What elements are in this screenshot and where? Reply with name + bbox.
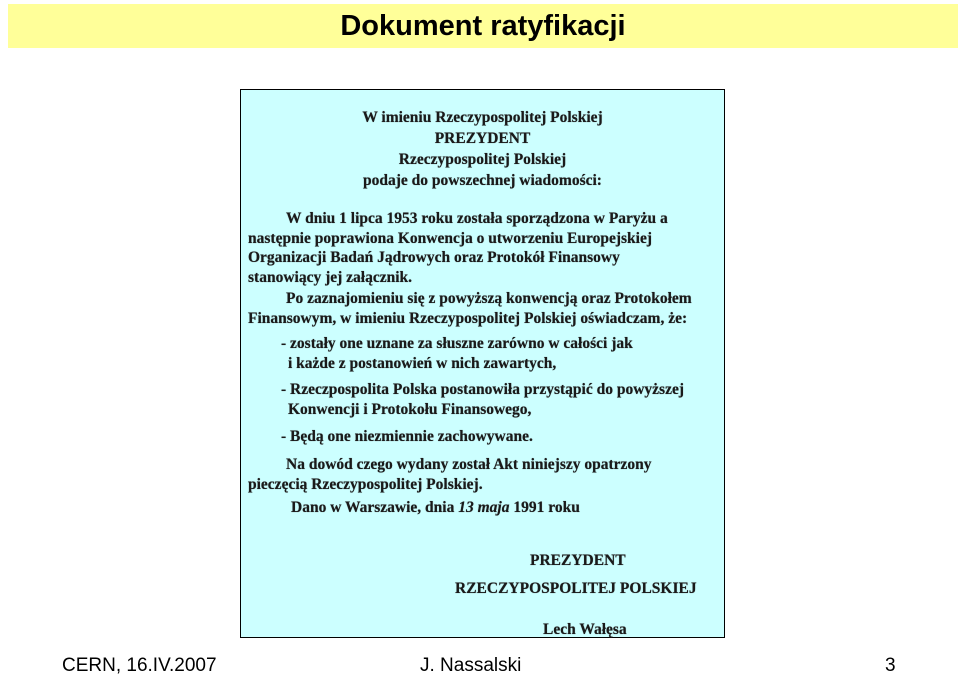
- header-line: Rzeczypospolitej Polskiej: [398, 151, 567, 168]
- paragraph-declaration: [248, 289, 718, 328]
- paragraph-line: stanowiący jej załącznik.: [248, 268, 413, 286]
- paragraph-line: Organizacji Badań Jądrowych oraz Protokół Finansowy: [248, 249, 620, 266]
- paragraph-convention: [248, 209, 718, 287]
- paragraph-line: pieczęcią Rzeczypospolitej Polskiej.: [248, 475, 483, 493]
- item-line: - Będą one niezmiennie zachowywane.: [281, 428, 533, 445]
- paragraph-line: W dniu 1 lipca 1953 roku została sporządzona w Paryżu a: [286, 210, 668, 227]
- paragraph-line: następnie poprawiona Konwencja o utworzeniu Europejskiej: [248, 229, 653, 247]
- declaration-item: [281, 427, 721, 447]
- title-bar: [8, 4, 958, 48]
- item-line: i każde z postanowień w nich zawartych,: [288, 355, 557, 372]
- footer-venue-date: CERN, 16.IV.2007: [62, 655, 217, 676]
- paragraph-line: Na dowód czego wydany został Akt niniejszy opatrzony: [286, 456, 652, 473]
- paragraph-seal: [248, 455, 718, 494]
- declaration-item: [281, 334, 721, 374]
- slide-title: Dokument ratyfikacji: [340, 10, 626, 42]
- header-line: podaje do powszechnej wiadomości:: [363, 172, 602, 189]
- dated-line: [248, 498, 718, 518]
- dated-date: 13 maja: [458, 499, 510, 516]
- declaration-item: [281, 380, 721, 420]
- dated-suffix: 1991 roku: [509, 499, 580, 516]
- ratification-document: [240, 89, 725, 638]
- dated-prefix: Dano w Warszawie, dnia: [291, 499, 459, 516]
- footer-page-number: 3: [885, 655, 896, 676]
- header-line: W imieniu Rzeczypospolitej Polskiej: [362, 109, 603, 126]
- item-line: - Rzeczpospolita Polska postanowiła przystąpić do powyższej: [281, 381, 684, 398]
- signature-title-2: RZECZYPOSPOLITEJ POLSKIEJ: [455, 580, 697, 597]
- paragraph-line: Po zaznajomieniu się z powyższą konwencją oraz Protokołem: [286, 290, 692, 307]
- header-line: PREZYDENT: [434, 130, 531, 147]
- signature-title-1: PREZYDENT: [530, 552, 626, 569]
- paragraph-line: Finansowym, w imieniu Rzeczypospolitej Polskiej oświadczam, że:: [248, 309, 688, 327]
- item-line: Konwencji i Protokołu Finansowego,: [288, 401, 532, 418]
- signature-name: Lech Wałęsa: [543, 621, 627, 638]
- footer-author: J. Nassalski: [420, 655, 522, 676]
- item-line: - zostały one uznane za słuszne zarówno w całości jak: [281, 335, 633, 352]
- document-header: [241, 108, 724, 192]
